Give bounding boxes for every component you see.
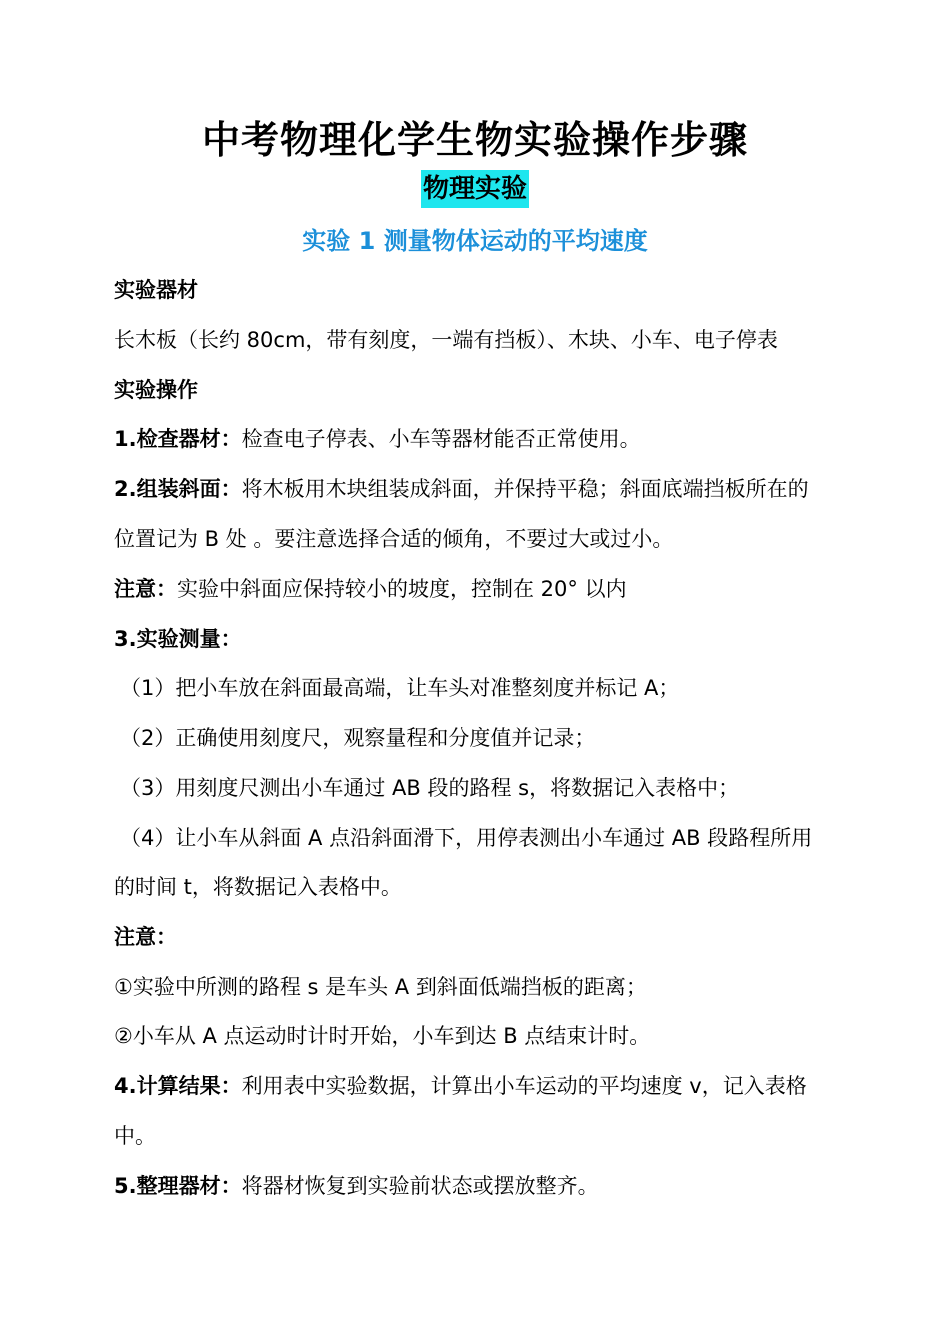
equipment-heading: 实验器材 xyxy=(114,278,198,302)
step-5-label: 5.整理器材： xyxy=(114,1174,242,1198)
note-2-label: 注意： xyxy=(114,925,177,949)
step-2-text-line1: 将木板用木块组装成斜面，并保持平稳；斜面底端挡板所在的 xyxy=(241,477,809,501)
list-item: （1）把小车放在斜面最高端，让车头对准整刻度并标记 A； xyxy=(120,676,680,700)
section-title: 物理实验 xyxy=(421,170,529,208)
list-item: ②小车从 A 点运动时计时开始，小车到达 B 点结束计时。 xyxy=(114,1024,651,1048)
section-title-wrap xyxy=(0,170,950,208)
step-2 xyxy=(114,474,844,504)
step-4 xyxy=(114,1071,844,1101)
step-1-label: 1.检查器材： xyxy=(114,427,242,451)
step-1-text: 检查电子停表、小车等器材能否正常使用。 xyxy=(241,427,641,451)
list-item: （2）正确使用刻度尺，观察量程和分度值并记录； xyxy=(120,726,596,750)
equipment-text: 长木板（长约 80cm，带有刻度，一端有挡板）、木块、小车、电子停表 xyxy=(114,328,778,352)
step-2-label: 2.组装斜面： xyxy=(114,477,242,501)
list-item: （3）用刻度尺测出小车通过 AB 段的路程 s，将数据记入表格中； xyxy=(120,776,740,800)
step-2-text-line2: 位置记为 B 处 。要注意选择合适的倾角，不要过大或过小。 xyxy=(114,527,674,551)
list-item-continued: 的时间 t，将数据记入表格中。 xyxy=(114,875,402,899)
experiment-title: 实验 1 测量物体运动的平均速度 xyxy=(302,227,648,255)
step-4-label: 4.计算结果： xyxy=(114,1074,242,1098)
list-item: ①实验中所测的路程 s 是车头 A 到斜面低端挡板的距离； xyxy=(114,975,647,999)
step-4-text-line2: 中。 xyxy=(114,1124,156,1148)
list-item: （4）让小车从斜面 A 点沿斜面滑下，用停表测出小车通过 AB 段路程所用 xyxy=(120,826,813,850)
note-1 xyxy=(114,574,844,604)
step-5-text: 将器材恢复到实验前状态或摆放整齐。 xyxy=(241,1174,599,1198)
note-1-label: 注意： xyxy=(114,577,177,601)
step-4-text-line1: 利用表中实验数据，计算出小车运动的平均速度 v，记入表格 xyxy=(241,1074,807,1098)
note-1-text: 实验中斜面应保持较小的坡度，控制在 20° 以内 xyxy=(177,577,627,601)
main-title: 中考物理化学生物实验操作步骤 xyxy=(201,118,748,162)
step-5 xyxy=(114,1171,844,1201)
step-1 xyxy=(114,424,844,454)
step-3-label: 3.实验测量： xyxy=(114,627,242,651)
operation-heading: 实验操作 xyxy=(114,378,198,402)
